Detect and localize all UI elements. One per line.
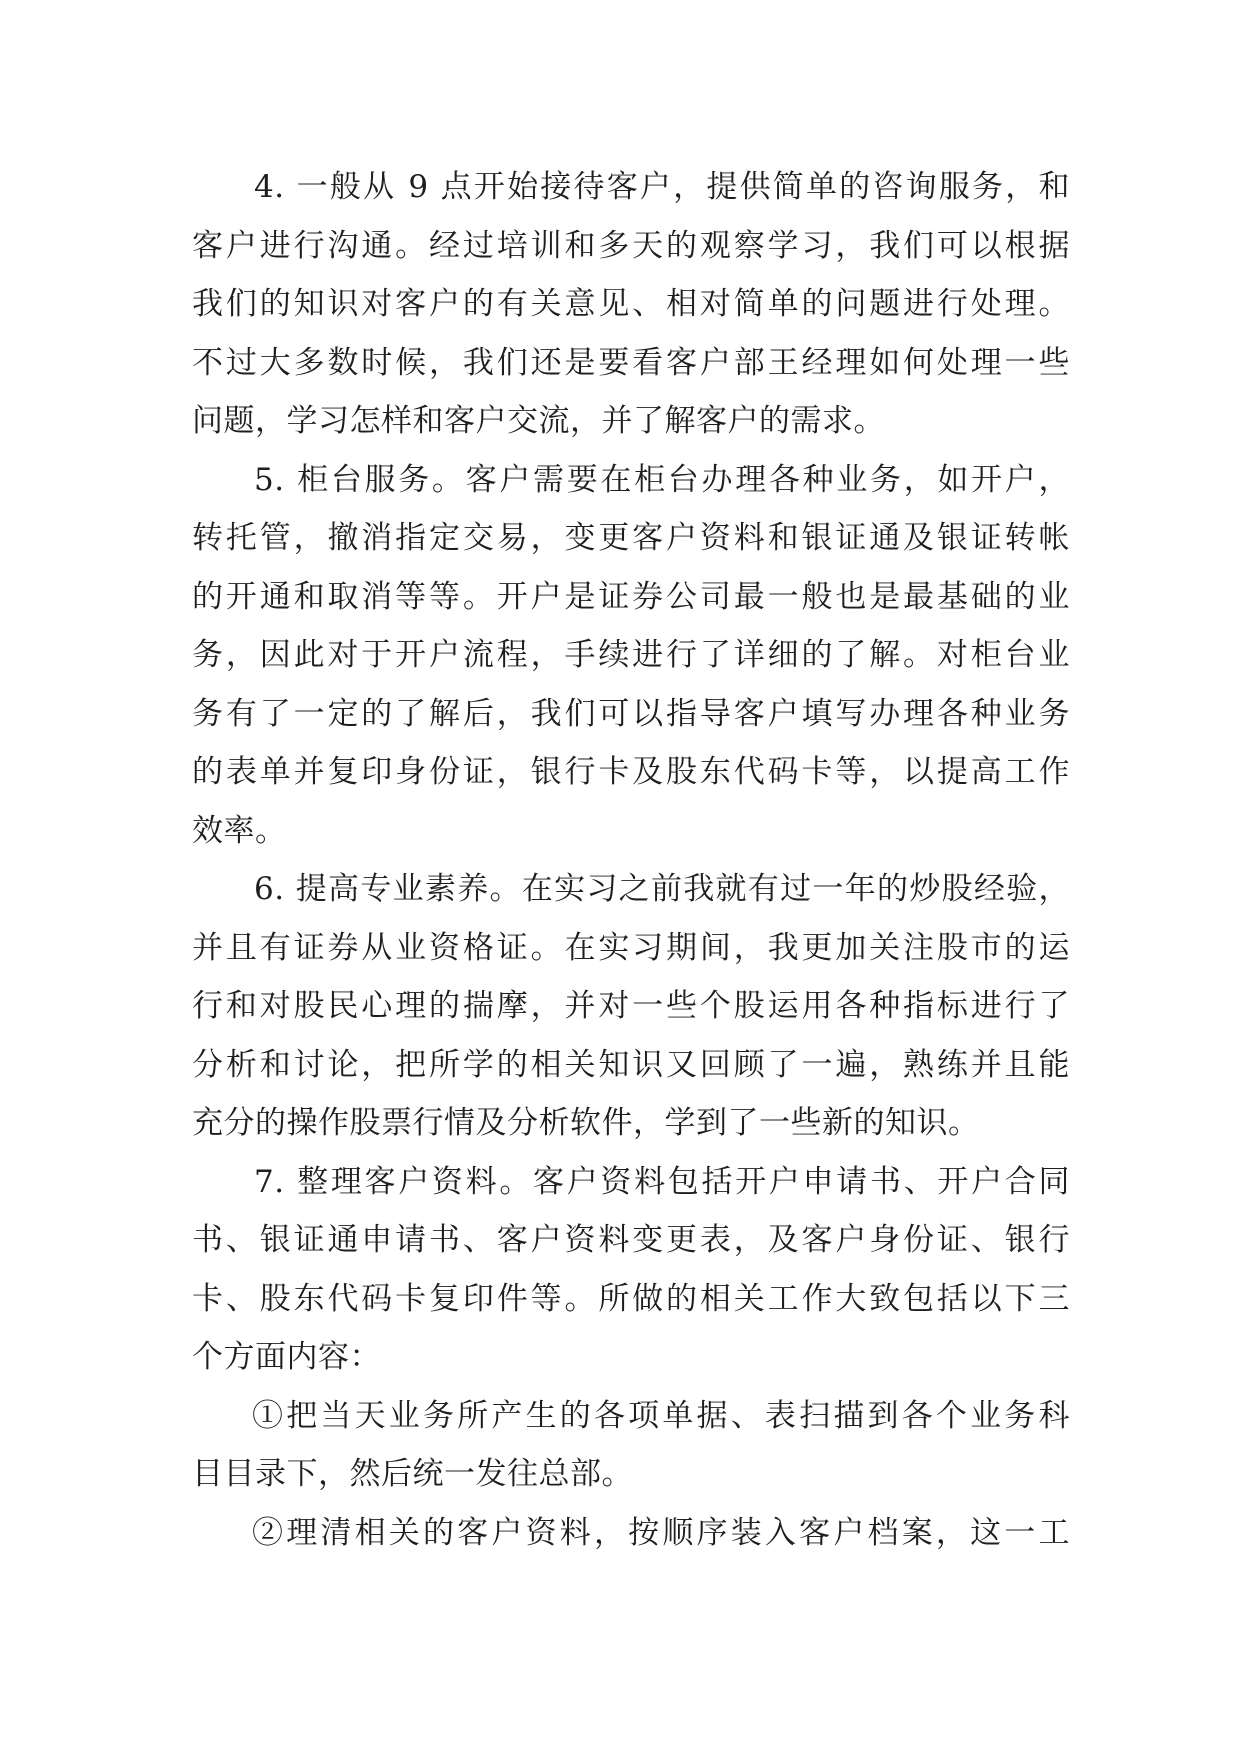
paragraph-line: 问题，学习怎样和客户交流，并了解客户的需求。 (192, 403, 885, 439)
paragraph-item-7 (192, 1153, 1070, 1387)
paragraph-line: 目目录下，然后统一发往总部。 (192, 1456, 633, 1492)
paragraph-line: 转托管，撤消指定交易，变更客户资料和银证通及银证转帐 (192, 520, 1070, 556)
paragraph-line: 我们的知识对客户的有关意见、相对简单的问题进行处理。 (192, 286, 1070, 322)
body-text (192, 158, 1070, 1562)
paragraph-line: 不过大多数时候，我们还是要看客户部王经理如何处理一些 (192, 344, 1070, 381)
paragraph-line: 7. 整理客户资料。客户资料包括开户申请书、开户合同 (254, 1163, 1070, 1200)
paragraph-line: ①把当天业务所产生的各项单据、表扫描到各个业务科 (252, 1397, 1070, 1434)
paragraph-line: 卡、股东代码卡复印件等。所做的相关工作大致包括以下三 (192, 1280, 1070, 1317)
paragraph-line: 效率。 (192, 812, 287, 849)
paragraph-line: 并且有证券从业资格证。在实习期间，我更加关注股市的运 (192, 929, 1070, 966)
paragraph-line: 行和对股民心理的揣摩，并对一些个股运用各种指标进行了 (192, 988, 1070, 1024)
paragraph-item-4 (192, 158, 1070, 451)
paragraph-line: 务有了一定的了解后，我们可以指导客户填写办理各种业务 (192, 695, 1070, 732)
paragraph-item-5 (192, 451, 1070, 861)
paragraph-item-6 (192, 860, 1070, 1153)
paragraph-line: 5. 柜台服务。客户需要在柜台办理各种业务，如开户， (254, 461, 1070, 498)
paragraph-line: ②理清相关的客户资料，按顺序装入客户档案，这一工 (252, 1514, 1070, 1551)
paragraph-line: 充分的操作股票行情及分析软件，学到了一些新的知识。 (192, 1105, 980, 1141)
paragraph-line: 分析和讨论，把所学的相关知识又回顾了一遍，熟练并且能 (192, 1046, 1070, 1083)
paragraph-line: 6. 提高专业素养。在实习之前我就有过一年的炒股经验， (254, 871, 1070, 907)
paragraph-subitem-2 (192, 1504, 1070, 1563)
paragraph-subitem-1 (192, 1387, 1070, 1504)
paragraph-line: 的表单并复印身份证，银行卡及股东代码卡等，以提高工作 (192, 754, 1070, 790)
paragraph-line: 4. 一般从 9 点开始接待客户，提供简单的咨询服务，和 (254, 169, 1070, 205)
paragraph-line: 务，因此对于开户流程，手续进行了详细的了解。对柜台业 (192, 637, 1070, 673)
paragraph-line: 客户进行沟通。经过培训和多天的观察学习，我们可以根据 (192, 227, 1070, 264)
paragraph-line: 的开通和取消等等。开户是证券公司最一般也是最基础的业 (192, 578, 1070, 615)
paragraph-line: 个方面内容： (192, 1339, 381, 1375)
paragraph-line: 书、银证通申请书、客户资料变更表，及客户身份证、银行 (192, 1222, 1070, 1258)
